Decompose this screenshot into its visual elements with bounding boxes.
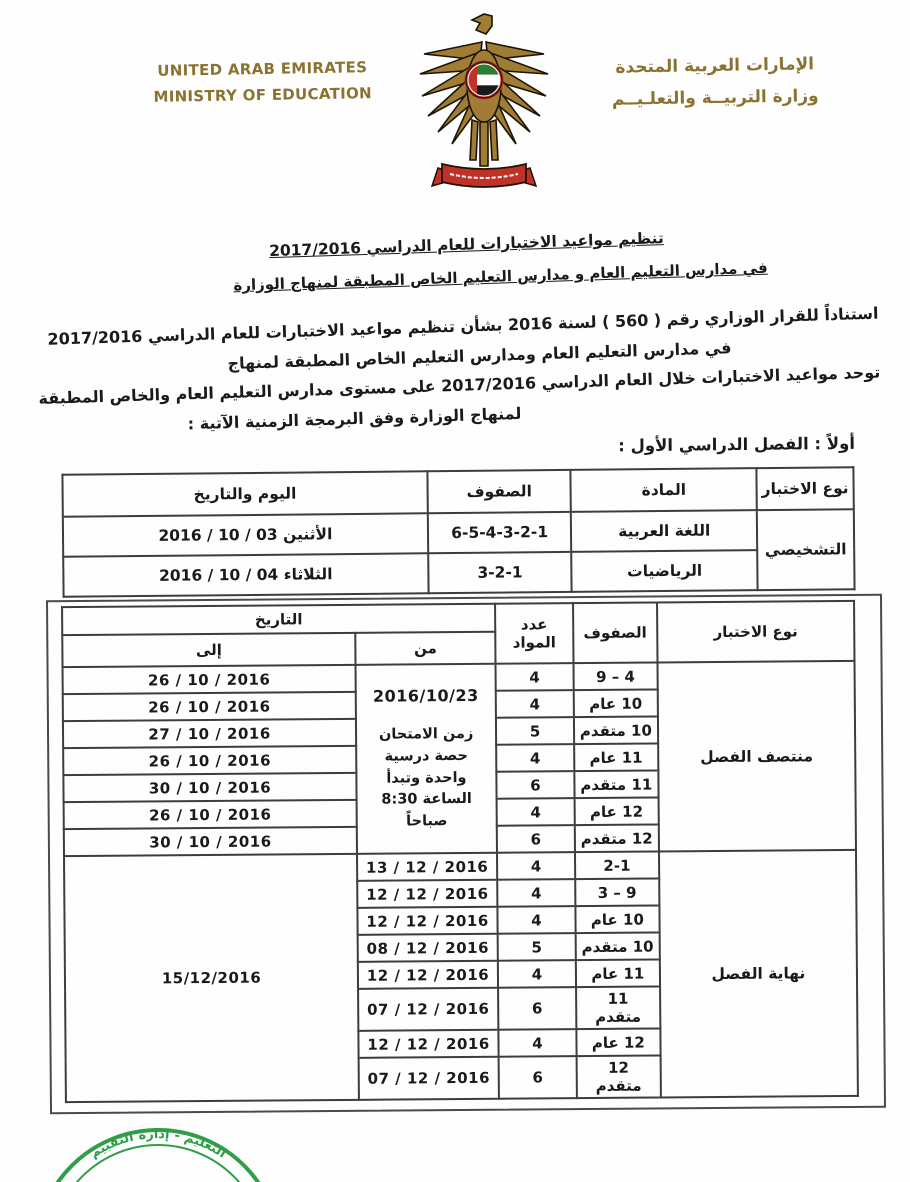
- cell-grades: 11 عام: [576, 959, 660, 987]
- cell-count: 4: [496, 663, 574, 691]
- cell-subject: اللغة العربية: [571, 510, 757, 552]
- midterm-from-note: زمن الامتحان حصة درسية واحدة وتبدأ الساعة 8:30 صباحاً: [378, 726, 474, 830]
- cell-to-endterm: 15/12/2016: [64, 854, 359, 1102]
- midterm-from-date: 2016/10/23: [372, 686, 479, 706]
- cell-from: 2016 / 12 / 07: [358, 988, 498, 1031]
- cell-count: 6: [497, 825, 575, 853]
- cell-grades: 9 – 3: [575, 878, 659, 906]
- green-circular-stamp-icon: [33, 1120, 283, 1182]
- letterhead: [0, 8, 910, 208]
- cell-to: 2016 / 10 / 27: [63, 719, 356, 748]
- exam-schedule-table: [61, 600, 859, 1103]
- cell-count: 5: [496, 717, 574, 745]
- table-header-row: [62, 601, 854, 635]
- cell-subject: الرياضيات: [572, 550, 758, 592]
- header-from: من: [355, 632, 495, 665]
- cell-grades: 11 متقدم: [576, 986, 660, 1029]
- cell-to: 2016 / 10 / 26: [63, 665, 356, 694]
- cell-to: 2016 / 10 / 26: [63, 746, 356, 775]
- intro-line2: في مدارس التعليم العام ومدارس التعليم الخاص المطبقة لمنهاج: [227, 337, 732, 373]
- cell-grades: 10 متقدم: [574, 716, 658, 744]
- diagnostic-exams-table-wrapper: [61, 466, 855, 598]
- ministry-name-arabic-line2: وزارة التربيــة والتعلـيــم: [611, 86, 819, 111]
- stamp-arc-text: التعليم - إدارة التقييم: [87, 1126, 229, 1162]
- header-grades: الصفوف: [573, 602, 657, 663]
- cell-from: 2016 / 12 / 12: [358, 1030, 498, 1058]
- ministry-name-english: [145, 54, 381, 111]
- cell-day-date: الأثنين 03 / 10 / 2016: [63, 513, 428, 556]
- ministry-name-english-line1: UNITED ARAB EMIRATES: [157, 58, 368, 80]
- cell-grades: 12 عام: [576, 1028, 660, 1056]
- diagnostic-exams-table: [61, 466, 855, 598]
- cell-count: 4: [497, 906, 575, 934]
- cell-count: 6: [496, 771, 574, 799]
- cell-count: 5: [498, 933, 576, 961]
- cell-to: 2016 / 10 / 30: [63, 773, 356, 802]
- uae-falcon-emblem-icon: [409, 8, 559, 203]
- header-subject: المادة: [571, 468, 757, 512]
- table-row: [63, 661, 855, 694]
- cell-from-midterm: [356, 664, 497, 854]
- cell-from: 2016 / 12 / 12: [357, 907, 497, 935]
- table-row: [63, 549, 854, 597]
- cell-grades: 6-5-4-3-2-1: [428, 512, 572, 553]
- cell-count: 6: [499, 1056, 577, 1099]
- header-day-date: اليوم والتاريخ: [62, 471, 427, 516]
- intro-line4: لمنهاج الوزارة وفق البرمجة الزمنية الآتية :: [187, 403, 522, 434]
- header-exam-type: نوع الاختبار: [756, 467, 853, 510]
- intro-line3: توحد مواعيد الاختبارات خلال العام الدراسي 2017/2016 على مستوى مدارس التعليم العام والخاص المطبقة: [38, 362, 881, 409]
- cell-grades: 10 عام: [575, 905, 659, 933]
- cell-grades: 3-2-1: [428, 552, 572, 593]
- cell-exam-type: التشخيصي: [757, 509, 855, 590]
- document-title-line1: تنظيم مواعيد الاختبارات للعام الدراسي 2017/2016: [268, 229, 665, 261]
- cell-from: 2016 / 12 / 08: [358, 934, 498, 962]
- section1-heading: أولاً : الفصل الدراسي الأول :: [618, 433, 856, 456]
- cell-count: 4: [497, 852, 575, 880]
- cell-exam-type-endterm: نهاية الفصل: [659, 850, 858, 1098]
- cell-grades: 11 عام: [574, 743, 658, 771]
- cell-count: 4: [496, 690, 574, 718]
- cell-grades: 2-1: [575, 851, 659, 879]
- cell-grades: 11 متقدم: [574, 770, 658, 798]
- cell-count: 4: [497, 798, 575, 826]
- cell-from: 2016 / 12 / 13: [357, 853, 497, 881]
- header-subjects-count: عدد المواد: [495, 603, 573, 664]
- ministry-name-arabic: [569, 47, 860, 117]
- intro-line1: استناداً للقرار الوزاري رقم ( 560 ) لسنة 2016 بشأن تنظيم مواعيد الاختبارات للعام الدراسي 2017/2016: [47, 303, 879, 349]
- exam-schedule-table-wrapper: [46, 594, 886, 1115]
- cell-from: 2016 / 12 / 12: [358, 961, 498, 989]
- document-title-line2: في مدارس التعليم العام و مدارس التعليم الخاص المطبقة لمنهاج الوزارة: [233, 258, 768, 295]
- ministry-name-arabic-line1: الإمارات العربية المتحدة: [615, 54, 815, 78]
- header-date: التاريخ: [62, 604, 495, 635]
- cell-to: 2016 / 10 / 26: [63, 692, 356, 721]
- intro-paragraph: [23, 299, 881, 444]
- document-title: [0, 213, 910, 310]
- cell-grades: 10 عام: [574, 689, 658, 717]
- header-grades: الصفوف: [427, 470, 571, 513]
- cell-from: 2016 / 12 / 12: [357, 880, 497, 908]
- cell-count: 6: [498, 987, 576, 1030]
- cell-count: 4: [497, 879, 575, 907]
- cell-to: 2016 / 10 / 26: [64, 800, 357, 829]
- cell-grades: 12 متقدم: [575, 824, 659, 852]
- table-row: [64, 850, 856, 883]
- cell-exam-type-midterm: منتصف الفصل: [657, 661, 856, 852]
- cell-count: 4: [498, 960, 576, 988]
- cell-count: 4: [498, 1029, 576, 1057]
- cell-grades: 12 متقدم: [576, 1055, 660, 1098]
- header-exam-type: نوع الاختبار: [657, 601, 855, 663]
- cell-grades: 4 – 9: [573, 662, 657, 690]
- cell-to: 2016 / 10 / 30: [64, 827, 357, 856]
- cell-grades: 10 متقدم: [575, 932, 659, 960]
- cell-day-date: الثلاثاء 04 / 10 / 2016: [63, 553, 428, 596]
- cell-grades: 12 عام: [574, 797, 658, 825]
- ministry-name-english-line2: MINISTRY OF EDUCATION: [153, 84, 373, 107]
- cell-count: 4: [496, 744, 574, 772]
- header-to: إلى: [62, 633, 355, 667]
- cell-from: 2016 / 12 / 07: [359, 1057, 499, 1100]
